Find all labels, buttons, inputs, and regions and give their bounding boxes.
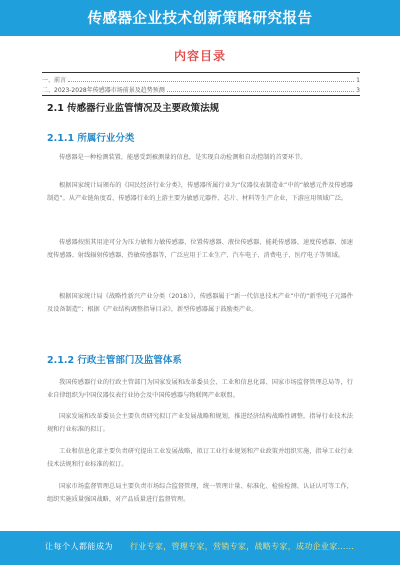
section-heading: 2.1 传感器行业监管情况及主要政策法规 [47, 103, 220, 114]
toc-title: 内容目录 [173, 49, 226, 63]
report-title: 传感器企业技术创新策略研究报告 [87, 11, 313, 27]
toc-entry-2[interactable] [42, 84, 360, 94]
toc-entry-1[interactable] [42, 74, 360, 84]
paragraph: 根据国家统计局《战略性新兴产业分类（2018）》，传感器属于“新一代信息技术产业”中的“新型电子元器件及设备制造”；根据《产业结构调整指导目录》，新型传感器属于鼓励类产业。 [47, 293, 353, 313]
toc-entry-label: 二、2023-2028年传感器市场前景及趋势预测 [42, 87, 165, 94]
toc-entry-label: 一、前言 [42, 77, 67, 84]
paragraph: 根据国家统计局颁布的《国民经济行业分类》，传感器所属行业为“仪器仪表制造业”中的“敏感元件及传感器制造”。从产业链角度看，传感器行业的上游主要为敏感元器件、芯片、材料等生产企业，下游应用领域广泛。 [47, 182, 353, 202]
toc-top-rule [42, 72, 360, 73]
paragraph: 国家市场监督管理总局主要负责市场综合监督管理，统一管理计量、标准化、检验检测、认证认可等工作，组织实施质量强国战略，对产品质量进行监督管理。 [47, 483, 353, 503]
paragraph: 我国传感器行业的行政主管部门为国家发展和改革委员会、工业和信息化部、国家市场监督管理总局等，行业自律组织为中国仪器仪表行业协会及中国传感器与物联网产业联盟。 [47, 379, 353, 399]
paragraph: 工业和信息化部主要负责研究提出工业发展战略，拟订工业行业规划和产业政策并组织实施，指导工业行业技术法规和行业标准的拟订。 [47, 448, 353, 468]
subsection-heading-1: 2.1.1 所属行业分类 [47, 133, 135, 144]
toc-bottom-rule [42, 95, 360, 96]
paragraph: 传感器是一种检测装置，能感受到被测量的信息，是实现自动检测和自动控制的首要环节。 [59, 154, 307, 161]
toc-leader [68, 81, 354, 82]
footer-slogan-right: 行业专家，管理专家，营销专家，战略专家，成功企业家…… [130, 542, 355, 551]
footer-slogan-left: 让每个人都能成为 [45, 542, 113, 551]
paragraph: 国家发展和改革委员会主要负责研究拟订产业发展战略和规划，推进经济结构战略性调整，指导行业技术法规和行业标准的拟订。 [47, 413, 353, 433]
toc-leader [167, 91, 354, 92]
subsection-heading-2: 2.1.2 行政主管部门及监管体系 [47, 355, 182, 366]
paragraph: 传感器按照其用途可分为压力敏和力敏传感器、位置传感器、液位传感器、能耗传感器、速度传感器、加速度传感器、射线辐射传感器、热敏传感器等，广泛应用于工业生产、汽车电子、消费电子、医疗电子等领域。 [47, 239, 353, 259]
toc-entry-page: 1 [356, 77, 360, 84]
toc-entry-page: 3 [356, 87, 360, 94]
